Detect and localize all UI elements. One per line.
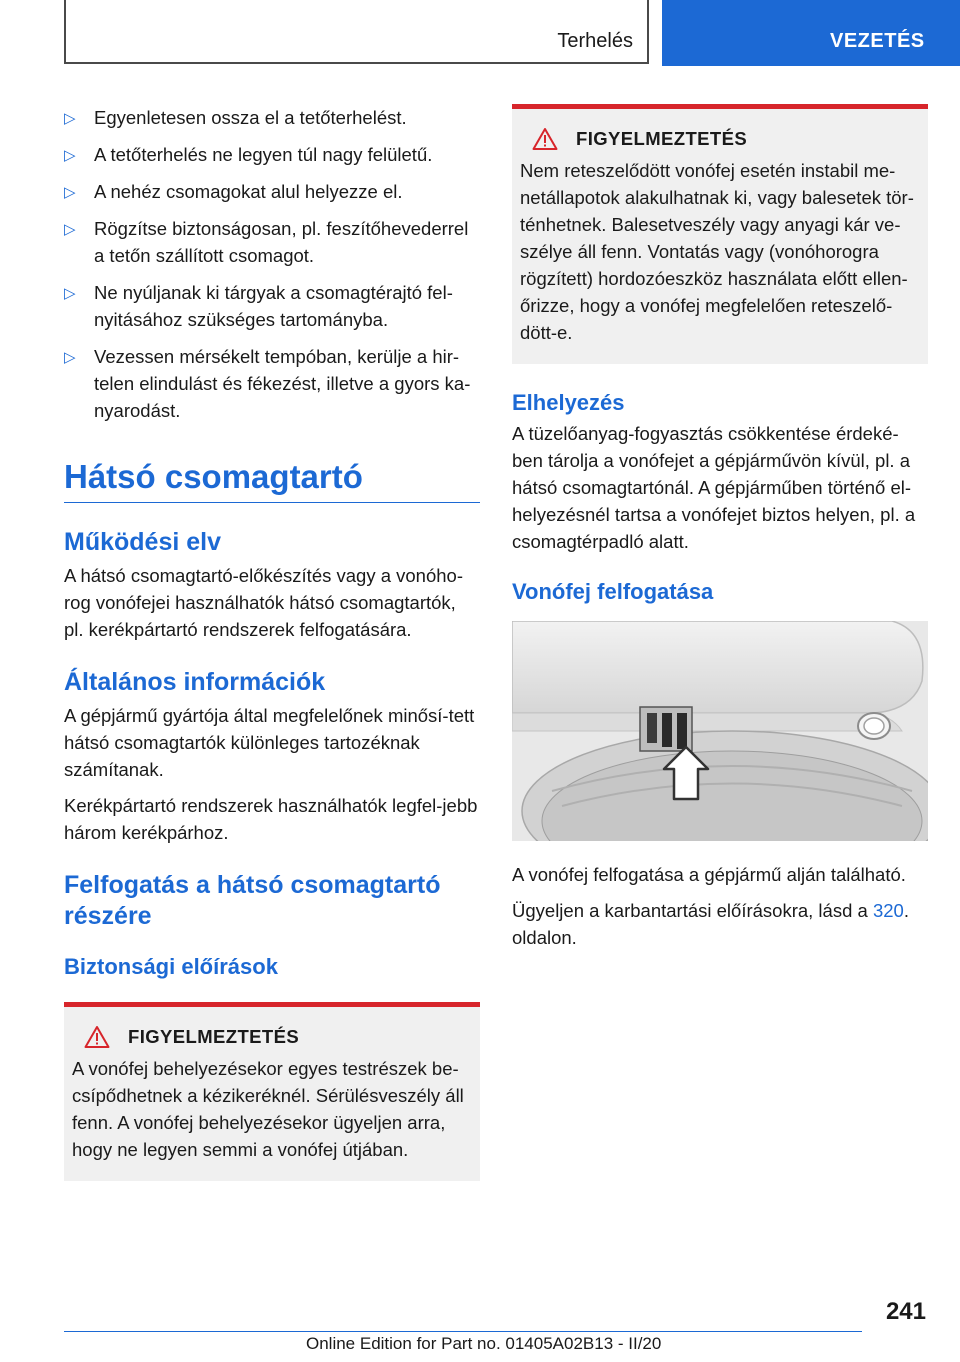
bullet-list: [64, 104, 480, 424]
triangle-bullet-icon: ▷: [64, 184, 76, 201]
section-title: Terhelés: [557, 30, 633, 52]
warning-text: Nem reteszelődött vonófej esetén instabil me-netállapotok alakulhatnak ki, vagy balesetek tör-ténhetnek. Balesetveszély vagy anyagi kár ve-szélye áll fenn. Vontatás vagy (vonóhorogra rögzített) hordozóeszköz használata előtt ellen-őrizze, hogy a vonófej megfelelően reteszelő-dött-e.: [520, 160, 914, 343]
section-header-box: [64, 0, 649, 64]
warning-box: [64, 1002, 480, 1181]
warning-title: FIGYELMEZTETÉS: [128, 1026, 300, 1047]
placement-text: A tüzelőanyag-fogyasztás csökkentése érdeké-ben tárolja a vonófejet a gépjárművön kívül, pl. a hátsó csomagtartónál. A gépjárműben történő el-helyezésnél tartsa a vonófejet biztos helyen, pl. a csomagtérpadló alatt.: [512, 423, 916, 552]
general-text-1: A gépjármű gyártója által megfelelőnek minősí-tett hátsó csomagtartók különleges tartozéknak számítanak.: [64, 705, 475, 780]
triangle-bullet-icon: ▷: [64, 349, 76, 366]
chapter-tab[interactable]: [662, 0, 960, 66]
warning-text: A vonófej behelyezésekor egyes testrészek be-csípődhetnek a kézikeréknél. Sérülésveszély áll fenn. A vonófej behelyezésekor ügyeljen arra, hogy ne legyen semmi a vonófej útjában.: [72, 1058, 464, 1160]
triangle-bullet-icon: ▷: [64, 221, 76, 238]
figure-caption: A vonófej felfogatása a gépjármű alján található.: [512, 864, 906, 885]
footer-divider: [64, 1331, 862, 1332]
tow-hitch-mount-illustration: [512, 621, 928, 841]
warning-box: [512, 104, 928, 364]
section-heading-principle: Működési elv: [64, 528, 221, 556]
left-column: [64, 104, 480, 1181]
chapter-title: VEZETÉS: [830, 30, 925, 52]
page-header: [0, 0, 960, 66]
list-item: ▷ Rögzítse biztonságosan, pl. feszítőhevederrel a tetőn szállított csomagot.: [64, 218, 469, 266]
general-text-2: Kerékpártartó rendszerek használhatók legfel-jebb három kerékpárhoz.: [64, 795, 478, 843]
subheading-safety: Biztonsági előírások: [64, 954, 278, 979]
heading-placement: Elhelyezés: [512, 390, 625, 415]
list-item: ▷ Egyenletesen ossza el a tetőterhelést.: [64, 104, 480, 131]
page-number: 241: [885, 1298, 926, 1325]
heading-mounting: Vonófej felfogatása: [512, 579, 714, 604]
right-column: [512, 104, 928, 951]
list-item: ▷ A nehéz csomagokat alul helyezze el.: [64, 178, 480, 205]
maintenance-note: Ügyeljen a karbantartási előírásokra, lásd a 320. oldalon.: [512, 900, 909, 948]
list-item: ▷ Vezessen mérsékelt tempóban, kerülje a hir-telen elindulást és fékezést, illetve a gyors ka-nyarodást.: [64, 346, 471, 421]
list-item: ▷ Ne nyúljanak ki tárgyak a csomagtérajtó fel-nyitásához szükséges tartományba.: [64, 282, 453, 330]
page-reference-link[interactable]: 320: [872, 900, 904, 921]
triangle-bullet-icon: ▷: [64, 285, 76, 302]
section-heading-mounting: Felfogatás a hátsó csomagtartó részére: [64, 871, 441, 930]
principle-text: A hátsó csomagtartó-előkészítés vagy a vonóho-rog vonófejei használhatók hátsó csomagtartók, pl. kerékpártartó rendszerek felfogatására.: [64, 565, 463, 640]
list-item: ▷ A tetőterhelés ne legyen túl nagy felületű.: [64, 141, 480, 168]
warning-icon: [84, 1025, 110, 1049]
section-heading-general: Általános információk: [64, 668, 326, 696]
illustration-svg: [512, 621, 928, 841]
triangle-bullet-icon: ▷: [64, 110, 76, 127]
main-heading: Hátsó csomagtartó: [64, 458, 480, 503]
edition-footer: Online Edition for Part no. 01405A02B13 - II/20: [306, 1334, 662, 1353]
triangle-bullet-icon: ▷: [64, 147, 76, 164]
warning-icon: [532, 127, 558, 151]
warning-title: FIGYELMEZTETÉS: [576, 128, 748, 149]
